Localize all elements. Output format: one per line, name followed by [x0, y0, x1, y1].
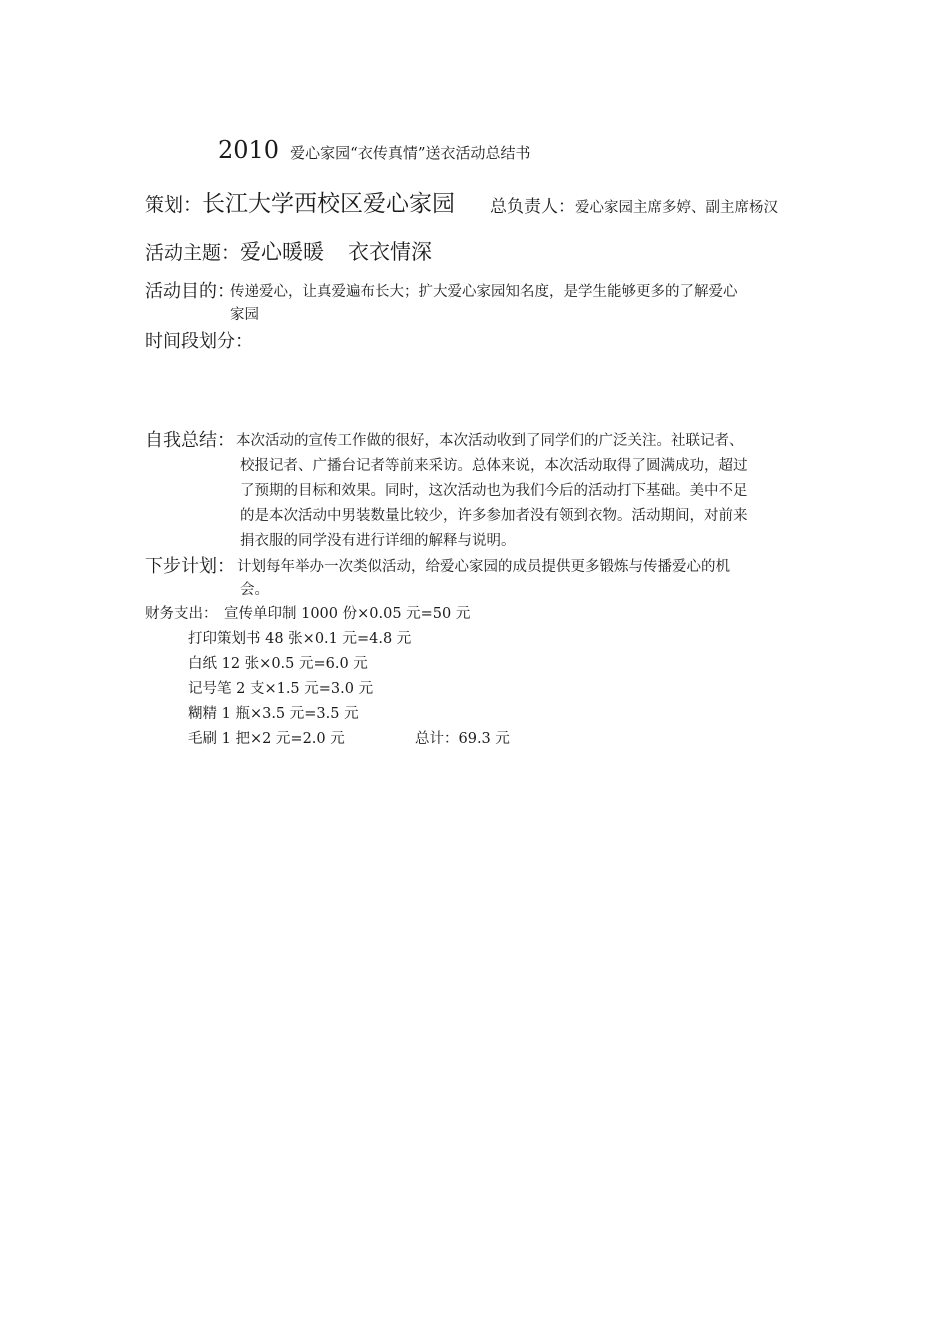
- finance-item: 打印策划书 48 张×0.1 元=4.8 元: [188, 631, 412, 647]
- planner-value: 长江大学西校区爱心家园: [202, 191, 456, 217]
- self-summary-line-3: 了预期的目标和效果。同时，这次活动也为我们今后的活动打下基础。美中不足: [240, 483, 748, 499]
- finance-item: 毛刷 1 把×2 元=2.0 元: [188, 731, 345, 747]
- finance-label: 财务支出：: [145, 606, 218, 622]
- title-year: 2010: [218, 136, 280, 164]
- next-plan-line-1: 计划每年举办一次类似活动，给爱心家园的成员提供更多锻炼与传播爱心的机: [237, 559, 730, 575]
- planner-row: [145, 185, 455, 218]
- finance-item: 白纸 12 张×0.5 元=6.0 元: [188, 656, 368, 672]
- theme-label: 活动主题：: [145, 242, 241, 264]
- theme-row: [145, 236, 432, 266]
- owner-label: 总负责人：: [490, 197, 575, 217]
- theme-value-2: 衣衣情深: [348, 240, 433, 264]
- next-plan-line-2: 会。: [240, 582, 269, 598]
- self-summary-line-5: 捐衣服的同学没有进行详细的解释与说明。: [240, 533, 516, 549]
- owner-row: [490, 192, 778, 217]
- owner-value: 爱心家园主席多婷、副主席杨汉: [575, 200, 778, 216]
- self-summary-line-1: 本次活动的宣传工作做的很好，本次活动收到了同学们的广泛关注。社联记者、: [236, 433, 744, 449]
- theme-value-1: 爱心暖暖: [240, 240, 325, 264]
- finance-total: 总计：69.3 元: [415, 731, 510, 747]
- finance-item: 宣传单印制 1000 份×0.05 元=50 元: [224, 606, 471, 622]
- finance-item: 记号笔 2 支×1.5 元=3.0 元: [188, 681, 374, 697]
- document-title: [218, 136, 531, 164]
- self-summary-line-2: 校报记者、广播台记者等前来采访。总体来说，本次活动取得了圆满成功，超过: [240, 458, 748, 474]
- next-plan-label: 下步计划：: [145, 556, 235, 577]
- purpose-label: 活动目的：: [145, 281, 235, 302]
- self-summary-label: 自我总结：: [145, 430, 235, 451]
- purpose-line-2: 家园: [230, 307, 259, 323]
- finance-item: 糊精 1 瓶×3.5 元=3.5 元: [188, 706, 359, 722]
- self-summary-line-4: 的是本次活动中男装数量比较少，许多参加者没有领到衣物。活动期间，对前来: [240, 508, 748, 524]
- title-text: 爱心家园“衣传真情”送衣活动总结书: [290, 144, 531, 162]
- planner-label: 策划：: [145, 194, 203, 216]
- schedule-label: 时间段划分：: [145, 331, 253, 352]
- purpose-line-1: 传递爱心，让真爱遍布长大；扩大爱心家园知名度，是学生能够更多的了解爱心: [230, 284, 738, 300]
